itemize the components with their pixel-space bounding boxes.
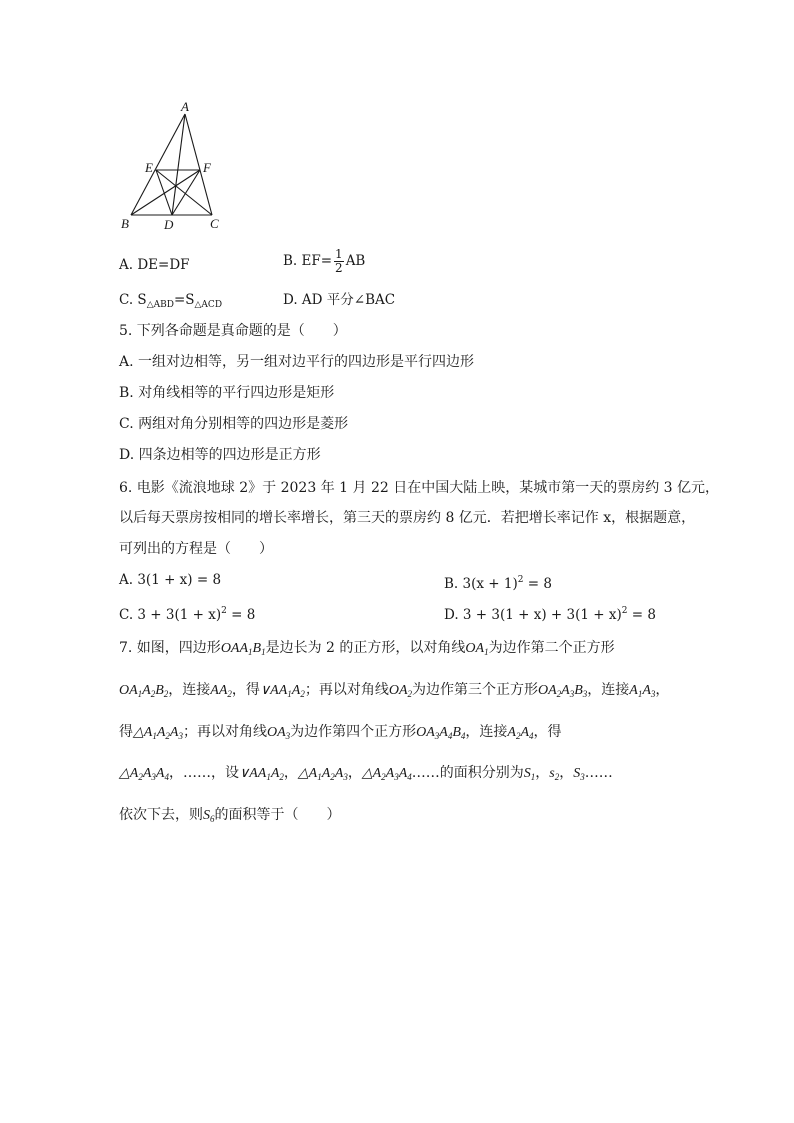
q7-text: ，得: [231, 682, 260, 698]
q7-text: 的面积等于（ ）: [214, 807, 341, 823]
q7-text: 为边作第三个正方形: [412, 682, 538, 698]
q7-line1: [119, 639, 615, 661]
math-oa1a2b2: $OA_1A_2B_2$: [119, 683, 169, 699]
math-aa2: $AA_2$: [210, 683, 232, 699]
segment-fb: [131, 170, 200, 215]
segment-ad: [172, 114, 185, 215]
label-c: C: [210, 216, 219, 231]
q6-option-c-main: C. 3 + 3(1 + x): [119, 607, 222, 623]
label-e: E: [145, 160, 153, 175]
math-s3: $S_3$: [573, 766, 585, 782]
q5-option-b[interactable]: B. 对角线相等的平行四边形是矩形: [119, 385, 335, 401]
q6-option-d-sq: 2: [621, 606, 628, 616]
q4-option-b-prefix: B. EF=: [283, 253, 333, 269]
q7-text: ……: [584, 765, 613, 781]
q7-text: ，得: [533, 724, 562, 740]
q7-text: 得: [119, 724, 133, 740]
label-a: A: [181, 100, 189, 114]
q7-text: ……的面积分别为: [411, 765, 524, 781]
q4-option-a[interactable]: A. DE=DF: [119, 257, 190, 273]
q7-text: ，: [655, 682, 670, 698]
q7-text: ，……，设: [168, 765, 239, 781]
math-oaa1b1: $OAA_1B_1$: [220, 641, 266, 657]
label-d: D: [164, 217, 174, 232]
fraction-half: [334, 248, 344, 275]
math-oa1: $OA_1$: [465, 641, 489, 657]
q7-text: 依次下去，则: [119, 807, 203, 823]
q5-option-a[interactable]: A. 一组对边相等，另一组对边平行的四边形是平行四边形: [119, 354, 475, 370]
math-triangle-a1a2a3: $\triangle A_1A_2A_3$: [133, 725, 183, 741]
math-oa3a4b4: $OA_3A_4B_4$: [416, 725, 466, 741]
segment-df: [172, 170, 200, 215]
math-a2a4: $A_2A_4$: [507, 725, 534, 741]
q6-option-b-end: = 8: [523, 576, 552, 592]
q7-text: ；再以对角线: [182, 724, 267, 740]
q6-option-d-end: = 8: [627, 607, 656, 623]
fraction-num: 1: [335, 247, 343, 261]
q6-option-d[interactable]: [444, 602, 656, 624]
q6-option-a[interactable]: A. 3(1 + x) = 8: [119, 572, 222, 588]
q7-text: ；再以对角线: [304, 682, 389, 698]
fraction-den: 2: [335, 261, 343, 275]
math-s2: $s_2$: [549, 766, 560, 782]
label-b: B: [121, 216, 129, 231]
q4-option-b-suffix: AB: [345, 253, 366, 269]
q6-option-d-main: D. 3 + 3(1 + x) + 3(1 + x): [444, 607, 622, 623]
q6-stem-line1: 6. 电影《流浪地球 2》于 2023 年 1 月 22 日在中国大陆上映，某城市第一天的票房约 3 亿元，: [119, 480, 720, 496]
q4-option-c-sub2: △ACD: [194, 300, 223, 310]
q4-option-c[interactable]: [119, 291, 222, 314]
math-triangle-aa1a2: $\vee AA_1A_2$: [259, 683, 305, 699]
math-triangle-a2a3a4: $\triangle A_2A_3A_4$: [119, 766, 169, 782]
q6-option-b-sq: 2: [517, 575, 524, 585]
q7-line3: [119, 723, 562, 745]
q7-text: ，: [283, 765, 298, 781]
q6-option-c[interactable]: [119, 602, 255, 624]
q7-text: ，: [347, 765, 362, 781]
q7-text: 7. 如图，四边形: [119, 640, 221, 656]
math-s6: $S_6$: [203, 808, 215, 824]
q7-text: ，连接: [465, 724, 508, 740]
q7-line5: [119, 806, 341, 828]
q5-stem: 5. 下列各命题是真命题的是（ ）: [119, 323, 347, 339]
math-oa3: $OA_3$: [266, 725, 291, 741]
q7-text: ，连接: [168, 682, 211, 698]
math-triangle-aa1a2-b: $\vee AA_1A_2$: [238, 766, 284, 782]
math-oa2: $OA_2$: [388, 683, 412, 699]
q5-option-d[interactable]: D. 四条边相等的四边形是正方形: [119, 447, 321, 463]
q5-option-c[interactable]: C. 两组对角分别相等的四边形是菱形: [119, 416, 349, 432]
q6-option-c-sq: 2: [221, 606, 227, 616]
q7-text: 为边作第二个正方形: [488, 640, 615, 656]
q7-text: ，: [535, 765, 550, 781]
q4-option-b[interactable]: [283, 248, 365, 275]
q7-text: 是边长为 2 的正方形，以对角线: [265, 640, 466, 656]
q6-option-c-end: = 8: [226, 607, 256, 623]
q4-option-c-prefix: C. S: [119, 292, 147, 308]
q6-stem-line2: 以后每天票房按相同的增长率增长，第三天的票房约 8 亿元．若把增长率记作 x，根据题意，: [119, 510, 696, 526]
q7-line2: [119, 681, 669, 703]
triangle-figure: [118, 100, 228, 235]
math-a1a3: $A_1A_3$: [629, 683, 656, 699]
q6-stem-line3: 可列出的方程是（ ）: [119, 541, 273, 557]
q4-option-c-mid: =S: [173, 292, 195, 308]
label-f: F: [203, 160, 211, 175]
q7-text: ，连接: [587, 682, 630, 698]
side-ab: [131, 114, 185, 215]
q4-option-c-sub1: △ABD: [146, 300, 174, 310]
q7-text: 为边作第四个正方形: [290, 724, 417, 740]
q4-option-d[interactable]: D. AD 平分∠BAC: [283, 292, 396, 308]
q6-option-b-main: B. 3(x + 1): [444, 576, 518, 592]
math-oa2a3b3: $OA_2A_3B_3$: [538, 683, 588, 699]
math-triangle-a1a2a3-b: $\triangle A_1A_2A_3$: [297, 766, 348, 782]
q6-option-b[interactable]: [444, 571, 552, 593]
math-s1: $S_1$: [523, 766, 536, 782]
q7-line4: [119, 764, 613, 786]
q7-text: ，: [559, 765, 574, 781]
math-triangle-a2a3a4-b: $\triangle A_2A_3A_4$: [361, 766, 412, 782]
